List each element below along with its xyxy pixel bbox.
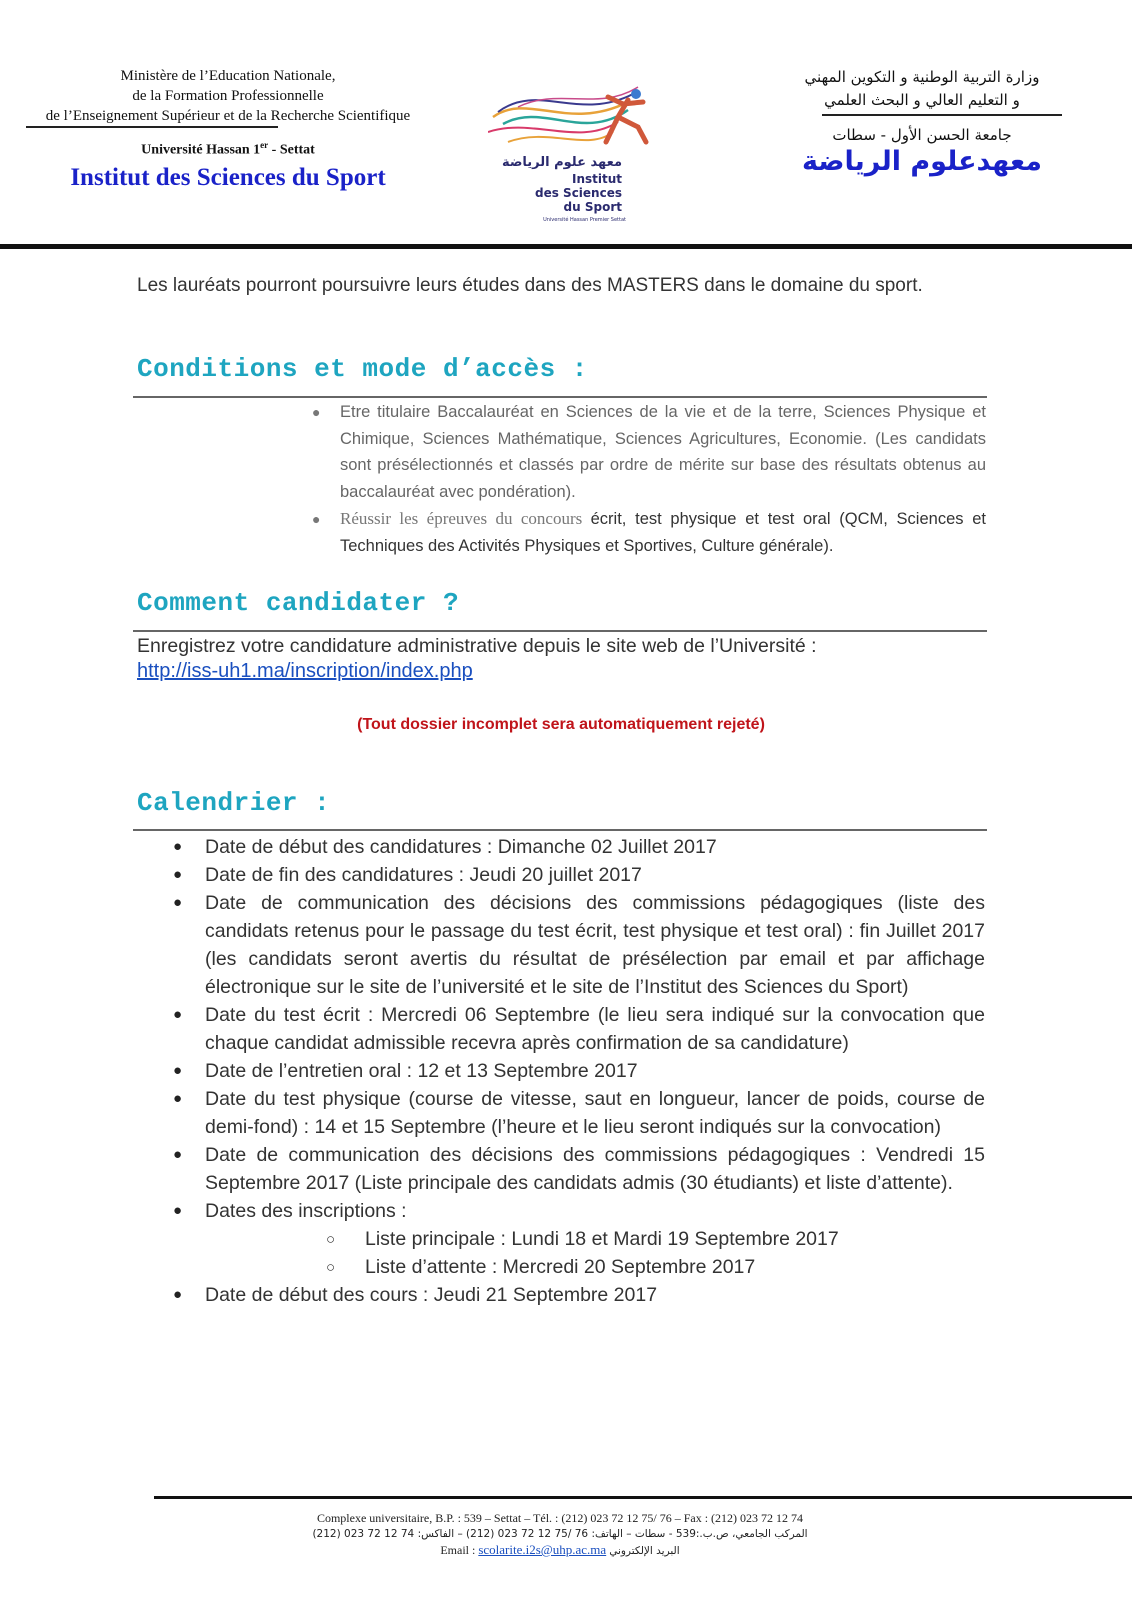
university-name-ar: جامعة الحسن الأول - سطات bbox=[832, 125, 1012, 144]
email-link[interactable]: scolarite.i2s@uhp.ac.ma bbox=[478, 1542, 607, 1557]
email-label-ar: البريد الإلكتروني bbox=[609, 1545, 680, 1557]
conditions-rule bbox=[133, 396, 987, 398]
apply-text: Enregistrez votre candidature administrative depuis le site web de l’Université : bbox=[137, 635, 817, 657]
institute-logo bbox=[488, 72, 658, 232]
bullet-icon: ● bbox=[173, 1090, 183, 1107]
logo-line-3: du Sport bbox=[563, 200, 622, 214]
runner-swoosh-icon bbox=[488, 72, 658, 162]
university-sup: er bbox=[260, 139, 269, 150]
header-divider bbox=[0, 244, 1132, 249]
calendar-item bbox=[173, 833, 985, 861]
calendar-item bbox=[173, 1141, 985, 1197]
calendar-rule bbox=[133, 829, 987, 831]
institute-name: Institut des Sciences du Sport bbox=[70, 164, 386, 192]
condition-text: écrit, test physique et test oral (QCM, Sciences et Techniques des Activités Physiques et Sportives, Culture générale). bbox=[340, 510, 986, 555]
apply-heading: Comment candidater ? bbox=[137, 588, 460, 618]
circle-bullet-icon: ○ bbox=[326, 1231, 336, 1248]
condition-text-serif: Réussir les épreuves du concours bbox=[340, 509, 591, 528]
bullet-icon: ● bbox=[312, 511, 321, 527]
header-right-underline bbox=[822, 114, 1062, 116]
calendar-item bbox=[173, 861, 985, 889]
institute-name-ar: معهدعلوم الرياضة bbox=[802, 145, 1042, 177]
bullet-icon: ● bbox=[173, 1146, 183, 1163]
calendar-item bbox=[173, 1197, 985, 1281]
calendar-list bbox=[173, 833, 985, 1309]
inscription-text: Liste d’attente : Mercredi 20 Septembre 2017 bbox=[365, 1256, 756, 1278]
bullet-icon: ● bbox=[173, 1062, 183, 1079]
apply-rule bbox=[133, 630, 987, 632]
inscription-item bbox=[205, 1225, 985, 1253]
bullet-icon: ● bbox=[173, 838, 183, 855]
ministry-line-2: de la Formation Professionnelle bbox=[132, 88, 324, 104]
bullet-icon: ● bbox=[173, 1286, 183, 1303]
conditions-heading: Conditions et mode d’accès : bbox=[137, 354, 588, 384]
calendar-item-text: Date de communication des décisions des commissions pédagogiques (liste des candidats retenus pour le passage du test écrit, test physique et test oral) : fin Juillet 2017 (les candidats seront avertis du résultat de présélection par email et par affichage électronique sur le site de l’université et le site de l’Institut des Sciences du Sport) bbox=[205, 892, 985, 998]
logo-tagline: Université Hassan Premier Settat bbox=[543, 217, 626, 223]
logo-line-1: Institut bbox=[571, 172, 622, 186]
ministry-line-3: de l’Enseignement Supérieur et de la Recherche Scientifique bbox=[45, 108, 411, 124]
calendar-item-text: Date de fin des candidatures : Jeudi 20 juillet 2017 bbox=[205, 864, 642, 886]
footer-address-ar: المركب الجامعي، ص.ب.:539 - سطات – الهاتف: 76 /75 12 72 023 (212) – الفاكس: 74 12 72 023 (212) bbox=[312, 1528, 808, 1540]
university-name bbox=[18, 140, 438, 159]
calendar-item bbox=[173, 1085, 985, 1141]
ministry-line-1: Ministère de l’Education Nationale, bbox=[120, 68, 336, 84]
bullet-icon: ● bbox=[173, 1006, 183, 1023]
email-label: Email : bbox=[440, 1543, 479, 1557]
calendar-item-text: Date du test physique (course de vitesse, saut en longueur, lancer de poids, course de demi-fond) : 14 et 15 Septembre (l’heure et le lieu seront indiqués sur la convocation) bbox=[205, 1088, 985, 1138]
intro-paragraph: Les lauréats pourront poursuivre leurs études dans des MASTERS dans le domaine du sport. bbox=[137, 275, 923, 296]
footer-divider bbox=[154, 1496, 1132, 1499]
bullet-icon: ● bbox=[312, 404, 321, 420]
bullet-icon: ● bbox=[173, 866, 183, 883]
inscription-text: Liste principale : Lundi 18 et Mardi 19 Septembre 2017 bbox=[365, 1228, 839, 1250]
logo-text bbox=[535, 172, 622, 214]
conditions-list bbox=[312, 399, 986, 559]
calendar-item-text: Date du test écrit : Mercredi 06 Septembre (le lieu sera indiqué sur la convocation que chaque candidat admissible recevra après confirmation de sa candidature) bbox=[205, 1004, 985, 1054]
ministry-ar-line-1: وزارة التربية الوطنية و التكوين المهني bbox=[804, 68, 1040, 86]
calendar-item-text: Date de début des candidatures : Dimanche 02 Juillet 2017 bbox=[205, 836, 717, 858]
bullet-icon: ● bbox=[173, 1202, 183, 1219]
inscription-item bbox=[205, 1253, 985, 1281]
calendar-item-text: Date de communication des décisions des commissions pédagogiques : Vendredi 15 Septembre 2017 (Liste principale des candidats admis (30 étudiants) et liste d’attente). bbox=[205, 1144, 985, 1194]
warning-notice: (Tout dossier incomplet sera automatiquement rejeté) bbox=[357, 716, 765, 733]
inscriptions-sublist bbox=[205, 1225, 985, 1281]
condition-item bbox=[312, 506, 986, 559]
ministry-ar-line-2: و التعليم العالي و البحث العلمي bbox=[824, 91, 1020, 109]
condition-text: Etre titulaire Baccalauréat en Sciences de la vie et de la terre, Sciences Physique et Chimique, Sciences Mathématique, Sciences Agricultures, Economie. (Les candidats sont présélectionnés et classés par ordre de mérite sur base des résultats obtenus au baccalauréat avec pondération). bbox=[340, 403, 986, 501]
calendar-item-text: Dates des inscriptions : bbox=[205, 1200, 407, 1222]
calendar-heading: Calendrier : bbox=[137, 788, 331, 818]
registration-link[interactable]: http://iss-uh1.ma/inscription/index.php bbox=[137, 660, 473, 682]
bullet-icon: ● bbox=[173, 894, 183, 911]
calendar-item-text: Date de l’entretien oral : 12 et 13 Septembre 2017 bbox=[205, 1060, 638, 1082]
calendar-item bbox=[173, 1001, 985, 1057]
logo-arabic-text: معهد علوم الرياضة bbox=[501, 155, 622, 170]
header-arabic-block bbox=[782, 66, 1062, 177]
calendar-item-text: Date de début des cours : Jeudi 21 Septembre 2017 bbox=[205, 1284, 658, 1306]
calendar-item bbox=[173, 889, 985, 1001]
footer-address: Complexe universitaire, B.P. : 539 – Settat – Tél. : (212) 023 72 12 75/ 76 – Fax : (212) 023 72 12 74 bbox=[316, 1511, 804, 1525]
condition-item bbox=[312, 399, 986, 505]
logo-line-2: des Sciences bbox=[535, 186, 622, 200]
calendar-item bbox=[173, 1057, 985, 1085]
footer-email-line bbox=[200, 1542, 920, 1559]
university-city: - Settat bbox=[268, 142, 315, 158]
header-left-underline bbox=[26, 126, 278, 128]
university-label: Université Hassan 1 bbox=[141, 142, 261, 158]
circle-bullet-icon: ○ bbox=[326, 1259, 336, 1276]
calendar-item bbox=[173, 1281, 985, 1309]
footer bbox=[200, 1510, 920, 1559]
header-french-block bbox=[18, 66, 438, 192]
